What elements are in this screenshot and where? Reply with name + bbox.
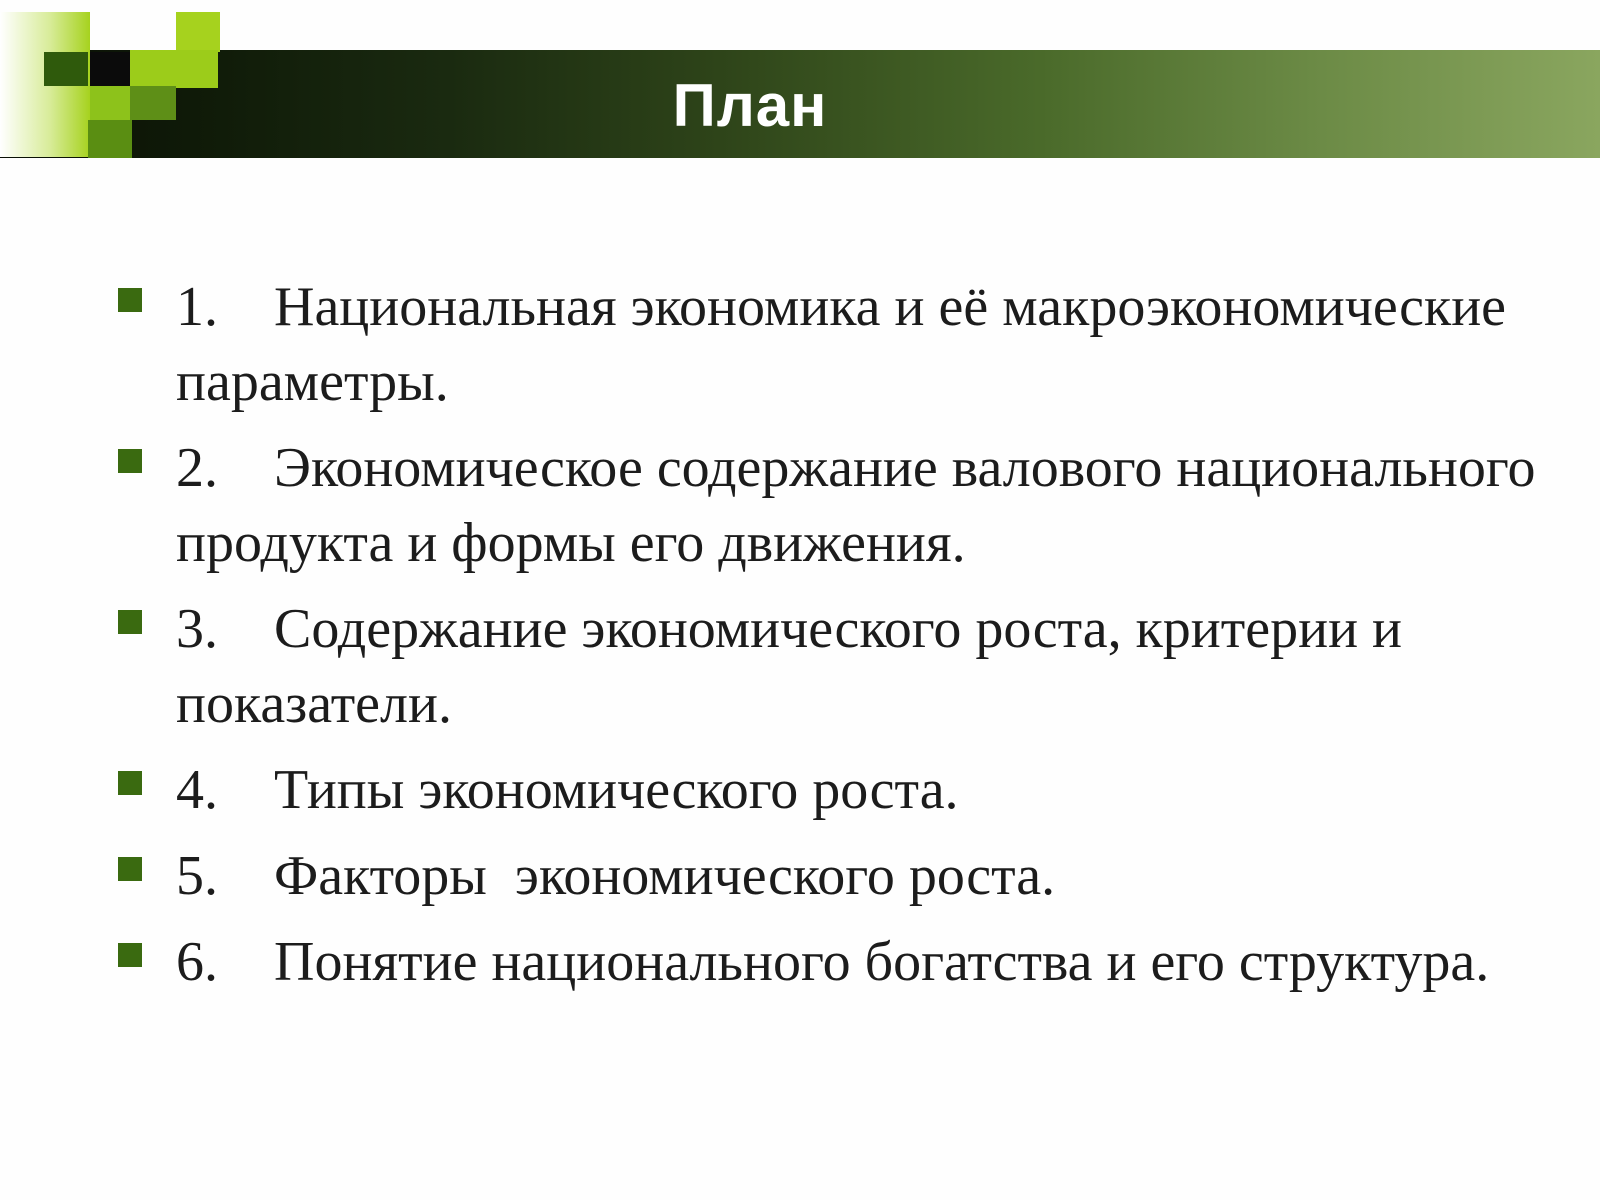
item-text: Факторы экономического роста. <box>274 845 1056 907</box>
slide-title: План <box>672 72 828 139</box>
item-text: Типы экономического роста. <box>274 759 959 821</box>
plan-item-1 <box>118 270 1538 420</box>
item-number: 1. <box>176 276 218 338</box>
item-text: Понятие национального богатства и его структура. <box>274 931 1490 993</box>
item-text: Национальная экономика и её макроэкономические параметры. <box>176 276 1507 413</box>
item-number: 5. <box>176 845 218 907</box>
plan-item-3 <box>118 592 1538 742</box>
item-number: 6. <box>176 931 218 993</box>
item-number: 4. <box>176 759 218 821</box>
square-bullet-icon <box>118 857 142 881</box>
decor-square-lime-top <box>176 12 220 52</box>
plan-item-2 <box>118 431 1538 581</box>
plan-item-4 <box>118 753 1538 828</box>
item-number: 3. <box>176 598 218 660</box>
plan-item-5 <box>118 839 1538 914</box>
square-bullet-icon <box>118 771 142 795</box>
item-text: Содержание экономического роста, критерии и показатели. <box>176 598 1403 735</box>
plan-item-6 <box>118 925 1538 1000</box>
plan-list <box>118 270 1538 1011</box>
item-number: 2. <box>176 437 218 499</box>
square-bullet-icon <box>118 943 142 967</box>
item-text: Экономическое содержание валового национального продукта и формы его движения. <box>176 437 1536 574</box>
square-bullet-icon <box>118 610 142 634</box>
square-bullet-icon <box>118 449 142 473</box>
square-bullet-icon <box>118 288 142 312</box>
